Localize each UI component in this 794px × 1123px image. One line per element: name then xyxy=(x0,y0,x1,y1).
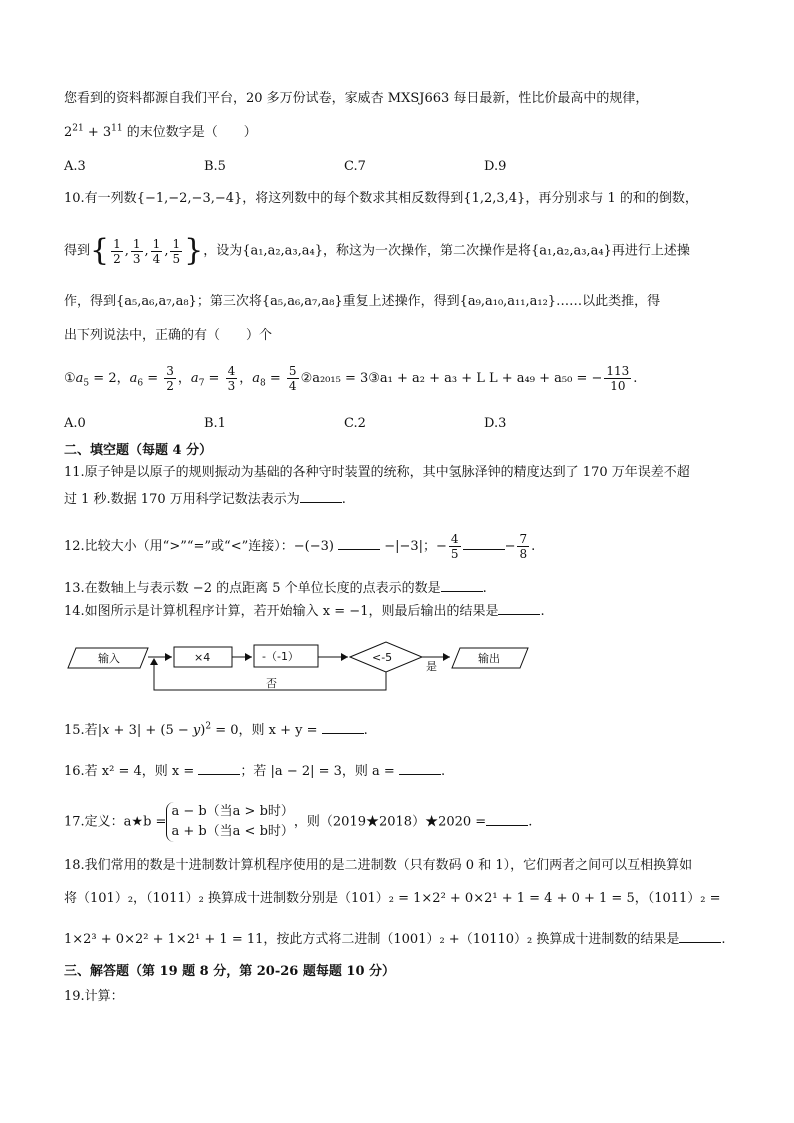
q10-option-c: C.2 xyxy=(344,416,366,431)
fraction xyxy=(604,364,631,393)
q10-seq2: {1,2,3,4} xyxy=(463,191,526,206)
answer-blank xyxy=(679,930,721,943)
case-1: a − b（当a > b时） xyxy=(171,804,294,819)
answer-blank xyxy=(498,602,540,615)
watermark-line: 您看到的资料都源自我们平台，20 多万份试卷，家威杏 MXSJ663 每日最新，性比价最高中的规律， xyxy=(64,91,649,106)
fraction: $\frac{1}{3}$ xyxy=(132,236,141,266)
output-label: 输出 xyxy=(478,652,500,665)
q12: 12.比较大小（用“>”“=”或“<”连接）：−(−3) −|−3|；− $\frac{4}{5}$ − $\frac{7}{8}$ . xyxy=(64,532,536,561)
q10-set-c: {a₉,a₁₀,a₁₁,a₁₂} xyxy=(459,294,557,309)
fraction-numerator: 113 xyxy=(606,364,630,378)
sub-label: -（-1） xyxy=(262,650,299,663)
q10-text: 作，得到 xyxy=(64,294,117,309)
section-2-heading: 二、填空题（每题 4 分） xyxy=(64,443,213,458)
q9-option-c: C.7 xyxy=(344,159,366,174)
q10-text: 10.有一列数 xyxy=(64,191,137,206)
arrow-head xyxy=(245,653,252,661)
arrow-head xyxy=(165,653,172,661)
condition-label: <-5 xyxy=(372,651,393,664)
q18-line3: 1×2³ + 0×2² + 1×2¹ + 1 = 11，按此方式将二进制（1001）₂ +（10110）₂ 换算成十进制数的结果是 . xyxy=(64,932,726,947)
answer-blank xyxy=(441,579,483,592)
fraction: $\frac{3}{2}$ xyxy=(166,364,174,393)
no-label: 否 xyxy=(266,677,277,690)
q15-text: ，则 x + y = xyxy=(238,723,318,738)
q10-option-d: D.3 xyxy=(484,416,507,431)
fraction: $\frac{5}{4}$ xyxy=(288,364,297,393)
q11-line1: 11.原子钟是以原子的规则振动为基础的各种守时装置的统称，其中氢脉泽钟的精度达到了 170 万年误差不超 xyxy=(64,465,690,480)
fraction: $\frac{1}{4}$ xyxy=(152,236,161,266)
case-2: a + b（当a < b时） xyxy=(171,824,294,839)
q13-text: 13.在数轴上与表示数 −2 的点距离 5 个单位长度的点表示的数是 xyxy=(64,581,441,596)
fraction: $\frac{1}{2}$ xyxy=(113,236,121,266)
q9-option-a: A.3 xyxy=(64,159,86,174)
q10-statements: $①a_5 = 2$，$a_6$ = $\frac{3}{2}$ ，$a_7$ = $\frac{4}{3}$ ，$a_8$ = $\frac{5}{4}$ ②a₂₀₁₅ = 3③a₁ + a₂ + a₃ + L L + a₄₉ + a₅₀ = − $\frac{113}{10}$ . xyxy=(64,364,638,393)
q10-set-a: {a₁,a₂,a₃,a₄} xyxy=(242,243,323,259)
q10-text: 再进行上述操 xyxy=(611,243,690,259)
answer-blank xyxy=(399,762,441,775)
q16: 16.若 x² = 4，则 x = ；若 |a − 2| = 3，则 a = . xyxy=(64,764,446,779)
q17-text: 17.定义：a★b = xyxy=(64,814,167,830)
piecewise-cases xyxy=(166,802,293,842)
q10-text: ……以此类推，得 xyxy=(556,294,661,309)
fraction: $\frac{4}{5}$ xyxy=(450,532,459,561)
q17-text: ，则（2019★2018）★2020 = xyxy=(293,814,487,830)
q18-line1: 18.我们常用的数是十进制数计算机程序使用的是二进制数（只有数码 0 和 1），它们两者之间可以互相换算如 xyxy=(64,858,693,873)
q15-text: 15.若 xyxy=(64,723,98,738)
q10-text: ，设为 xyxy=(203,243,243,259)
q10-seq1: {−1,−2,−3,−4} xyxy=(136,191,243,206)
fraction: $\frac{1}{5}$ xyxy=(172,236,181,266)
q14: 14.如图所示是计算机程序计算，若开始输入 x = −1，则最后输出的结果是 . xyxy=(64,604,545,619)
q10-line1 xyxy=(64,190,698,208)
q10-text: ，称这为一次操作，第二次操作是将 xyxy=(323,243,532,259)
q9-option-d: D.9 xyxy=(484,159,507,174)
q16-text: ；若 |a − 2| = 3，则 a = xyxy=(240,764,395,779)
fraction-denominator: 10 xyxy=(610,379,626,393)
q16-text: 16.若 x² = 4，则 x = xyxy=(64,764,195,779)
yes-label: 是 xyxy=(426,660,437,673)
q10-option-a: A.0 xyxy=(64,416,86,431)
q10-text: 得到 xyxy=(64,243,91,259)
answer-blank xyxy=(463,537,505,550)
answer-blank xyxy=(486,813,528,826)
q10-statement-text: ②a₂₀₁₅ = 3③a₁ + a₂ + a₃ + L L + a₄₉ + a₅₀ = − xyxy=(300,371,603,386)
q13: 13.在数轴上与表示数 −2 的点距离 5 个单位长度的点表示的数是 . xyxy=(64,581,487,596)
q10-text: ，再分别求与 1 的和的倒数， xyxy=(525,191,698,206)
q10-line3 xyxy=(64,293,660,311)
arrow-head xyxy=(150,658,158,665)
q9-stem: $2^{21} + 3^{11}$ 的末位数字是（ ） xyxy=(64,123,257,140)
q10-text: ，将这列数中的每个数求其相反数得到 xyxy=(242,191,464,206)
q11-line2: 过 1 秒.数据 170 万用科学记数法表示为 . xyxy=(64,492,346,507)
q10-line2: 得到{ $\frac{1}{2}$ , $\frac{1}{3}$ , $\frac{1}{4}$ , $\frac{1}{5}$ }，设为{a₁,a₂,a₃,a₄}，称这为一次操作，第二次操作是将{a₁,a₂,a₃,a₄}再进行上述操 xyxy=(64,233,690,268)
q9-stem-text: 的末位数字是（ ） xyxy=(126,125,257,140)
arrow-head xyxy=(341,653,348,661)
q10-set-a: {a₁,a₂,a₃,a₄} xyxy=(531,243,612,259)
answer-blank xyxy=(338,537,380,550)
program-flowchart xyxy=(66,636,536,696)
fraction: $\frac{7}{8}$ xyxy=(519,532,528,561)
answer-blank xyxy=(300,490,342,503)
q11-text: 过 1 秒.数据 170 万用科学记数法表示为 xyxy=(64,492,300,507)
q14-text: 14.如图所示是计算机程序计算，若开始输入 x = −1，则最后输出的结果是 xyxy=(64,604,499,619)
q15: 15.若$|x + 3| + (5 - y)^2 = 0$，则 x + y = . xyxy=(64,721,368,738)
q10-set-b: {a₅,a₆,a₇,a₈} xyxy=(261,294,343,309)
fraction: $\frac{4}{3}$ xyxy=(227,364,236,393)
section-3-heading: 三、解答题（第 19 题 8 分，第 20-26 题每题 10 分） xyxy=(64,964,396,979)
input-label: 输入 xyxy=(98,652,120,665)
brace-right: } xyxy=(184,233,204,268)
q10-option-b: B.1 xyxy=(204,416,226,431)
arrow-head xyxy=(443,653,450,661)
mul-label: ×4 xyxy=(194,651,211,664)
q10-line4: 出下列说法中，正确的有（ ）个 xyxy=(64,328,273,343)
q10-text: ；第三次将 xyxy=(196,294,262,309)
q9-option-b: B.5 xyxy=(204,159,226,174)
answer-blank xyxy=(198,762,240,775)
brace-left: { xyxy=(90,233,110,268)
q10-set-b: {a₅,a₆,a₇,a₈} xyxy=(116,294,197,309)
q10-text: 重复上述操作，得到 xyxy=(342,294,460,309)
q18-line2: 将（101）₂，（1011）₂ 换算成十进制数分别是（101）₂ = 1×2² + 0×2¹ + 1 = 4 + 0 + 1 = 5，（1011）₂ = xyxy=(64,891,721,906)
q19: 19.计算： xyxy=(64,989,124,1004)
answer-blank xyxy=(322,721,364,734)
q18-text: 1×2³ + 0×2² + 1×2¹ + 1 = 11，按此方式将二进制（1001）₂ +（10110）₂ 换算成十进制数的结果是 xyxy=(64,932,680,947)
q17: 17.定义：a★b = a − b（当a > b时） a + b（当a < b时） ，则（2019★2018）★2020 = . xyxy=(64,802,532,843)
q12-text: 12.比较大小（用“>”“=”或“<”连接）： xyxy=(64,539,294,554)
